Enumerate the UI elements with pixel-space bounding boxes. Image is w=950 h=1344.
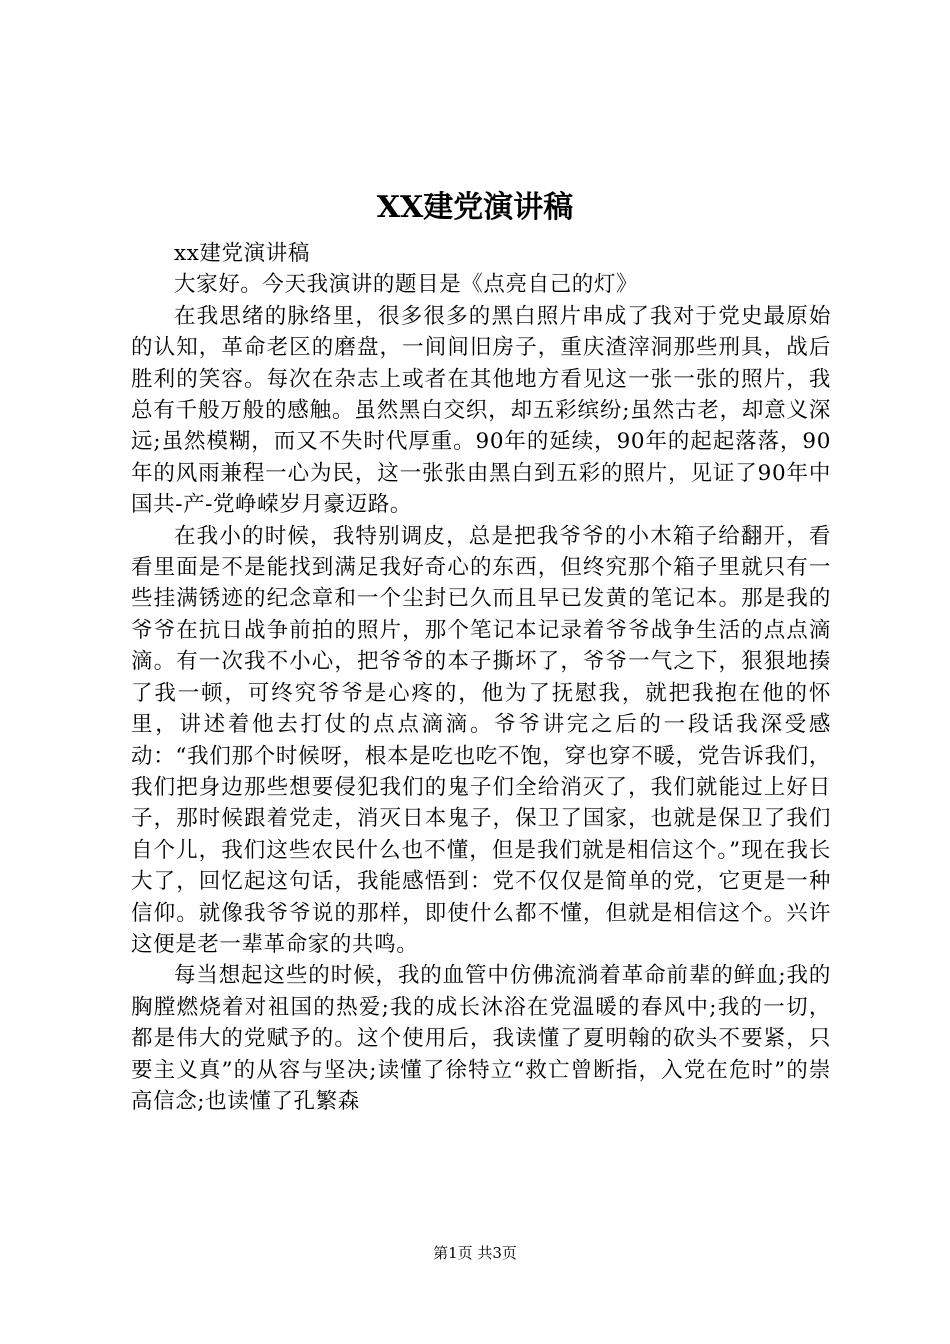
body-paragraph: 每当想起这些的时候，我的血管中仿佛流淌着革命前辈的鲜血;我的胸膛燃烧着对祖国的热爱;我的成长沐浴在党温暖的春风中;我的一切，都是伟大的党赋予的。这个使用后，我读懂了夏明翰的砍头不要紧，只要主义真”的从容与坚决;读懂了徐特立“救亡曾断指，入党在危时”的崇高信念;也读懂了孔繁森: [131, 963, 831, 1114]
document-title: XX建党演讲稿: [376, 190, 574, 225]
body-paragraph: xx建党演讲稿: [174, 241, 310, 266]
body-paragraph: 在我小的时候，我特别调皮，总是把我爷爷的小木箱子给翻开，看看里面是不是能找到满足我好奇心的东西，但终究那个箱子里就只有一些挂满锈迹的纪念章和一个尘封已久而且早已发黄的笔记本。那是我的爷爷在抗日战争前拍的照片，那个笔记本记录着爷爷战争生活的点点滴滴。有一次我不小心，把爷爷的本子撕坏了，爷爷一气之下，狠狠地揍了我一顿，可终究爷爷是心疼的，他为了抚慰我，就把我抱在他的怀里，讲述着他去打仗的点点滴滴。爷爷讲完之后的一段话我深受感动：“我们那个时候呀，根本是吃也吃不饱，穿也穿不暖，党告诉我们，我们把身边那些想要侵犯我们的鬼子们全给消灭了，我们就能过上好日子，那时候跟着党走，消灭日本鬼子，保卫了国家，也就是保卫了我们自个儿，我们这些农民什么也不懂，但是我们就是相信这个。”现在我长大了，回忆起这句话，我能感悟到：党不仅仅是简单的党，它更是一种信仰。就像我爷爷说的那样，即使什么都不懂，但就是相信这个。兴许这便是老一辈革命家的共鸣。: [131, 523, 831, 957]
body-paragraph: 在我思绪的脉络里，很多很多的黑白照片串成了我对于党史最原始的认知，革命老区的磨盘，一间间旧房子，重庆渣滓洞那些刑具，战后胜利的笑容。每次在杂志上或者在其他地方看见这一张一张的照片，我总有千般万般的感触。虽然黑白交织，却五彩缤纷;虽然古老，却意义深远;虽然模糊，而又不失时代厚重。90年的延续，90年的起起落落，90年的风雨兼程一心为民，这一张张由黑白到五彩的照片，见证了90年中国共-产-党峥嵘岁月豪迈路。: [131, 303, 831, 518]
document-body: [131, 238, 831, 1117]
body-paragraph: 大家好。今天我演讲的题目是《点亮自己的灯》: [174, 272, 639, 298]
page-footer: 第1页 共3页: [433, 1244, 517, 1262]
